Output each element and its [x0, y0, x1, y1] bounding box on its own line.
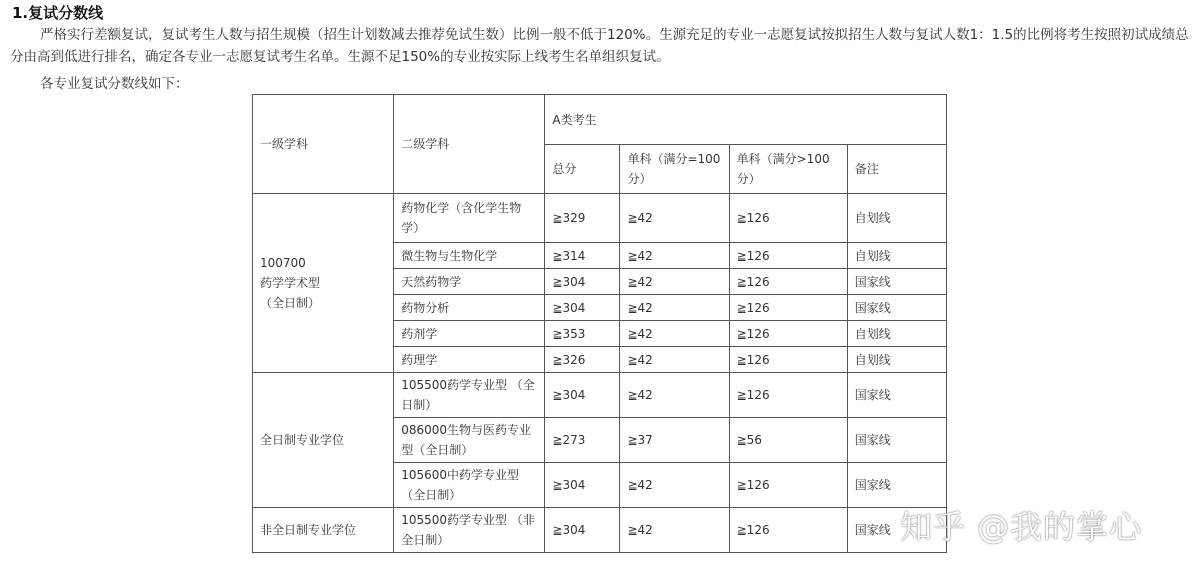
single-over100-cell: ≧126: [729, 194, 847, 243]
note-cell: 自划线: [847, 321, 946, 347]
single-100-cell: ≧42: [620, 321, 729, 347]
single-100-cell: ≧42: [620, 373, 729, 418]
total-score-cell: ≧273: [545, 418, 620, 463]
single-over100-cell: ≧56: [729, 418, 847, 463]
total-score-cell: ≧314: [545, 243, 620, 269]
total-score-cell: ≧304: [545, 269, 620, 295]
rules-paragraph-text: 严格实行差额复试，复试考生人数与招生规模（招生计划数减去推荐免试生数）比例一般不低于120%。生源充足的专业一志愿复试按拟招生人数与复试人数1：1.5的比例将考生按照初试成绩总分由高到低进行排名，确定各专业一志愿复试考生名单。生源不足150%的专业按实际上线考生名单组织复试。: [10, 27, 1189, 65]
single-100-cell: ≧42: [620, 194, 729, 243]
total-score-cell: ≧304: [545, 373, 620, 418]
level1-cell: 100700 药学学术型 （全日制）: [253, 194, 394, 373]
note-cell: 国家线: [847, 463, 946, 508]
level1-cell: 非全日制专业学位: [253, 508, 394, 553]
header-group-a: A类考生: [545, 95, 947, 145]
header-note: 备注: [847, 145, 946, 194]
header-level2: 二级学科: [394, 95, 545, 194]
single-over100-cell: ≧126: [729, 269, 847, 295]
single-over100-cell: ≧126: [729, 463, 847, 508]
note-cell: 国家线: [847, 295, 946, 321]
level2-cell: 105500药学专业型 （非全日制）: [394, 508, 545, 553]
note-cell: 自划线: [847, 194, 946, 243]
table-row: [253, 373, 947, 418]
single-over100-cell: ≧126: [729, 347, 847, 373]
note-cell: 国家线: [847, 508, 946, 553]
single-100-cell: ≧42: [620, 295, 729, 321]
level2-cell: 天然药物学: [394, 269, 545, 295]
note-cell: 国家线: [847, 418, 946, 463]
single-100-cell: ≧42: [620, 243, 729, 269]
level2-cell: 微生物与生物化学: [394, 243, 545, 269]
single-100-cell: ≧42: [620, 269, 729, 295]
header-total: 总分: [545, 145, 620, 194]
table-row: [253, 194, 947, 243]
single-over100-cell: ≧126: [729, 243, 847, 269]
single-100-cell: ≧42: [620, 508, 729, 553]
single-over100-cell: ≧126: [729, 295, 847, 321]
total-score-cell: ≧304: [545, 295, 620, 321]
single-100-cell: ≧42: [620, 347, 729, 373]
total-score-cell: ≧304: [545, 463, 620, 508]
table-intro: 各专业复试分数线如下：: [40, 76, 189, 92]
level2-cell: 药剂学: [394, 321, 545, 347]
level2-cell: 药物分析: [394, 295, 545, 321]
table-row: [253, 508, 947, 553]
total-score-cell: ≧326: [545, 347, 620, 373]
level1-cell: 全日制专业学位: [253, 373, 394, 508]
single-over100-cell: ≧126: [729, 321, 847, 347]
total-score-cell: ≧329: [545, 194, 620, 243]
level2-cell: 105500药学专业型 （全日制）: [394, 373, 545, 418]
total-score-cell: ≧304: [545, 508, 620, 553]
level2-cell: 086000生物与医药专业型（全日制）: [394, 418, 545, 463]
note-cell: 自划线: [847, 243, 946, 269]
level2-cell: 药理学: [394, 347, 545, 373]
single-100-cell: ≧42: [620, 463, 729, 508]
note-cell: 自划线: [847, 347, 946, 373]
note-cell: 国家线: [847, 269, 946, 295]
single-100-cell: ≧37: [620, 418, 729, 463]
score-table: [252, 94, 947, 553]
header-single-100: 单科（满分=100分）: [620, 145, 729, 194]
total-score-cell: ≧353: [545, 321, 620, 347]
watermark: 知乎 @我的掌心: [900, 508, 1143, 546]
single-over100-cell: ≧126: [729, 508, 847, 553]
level2-cell: 105600中药学专业型 （全日制）: [394, 463, 545, 508]
header-level1: 一级学科: [253, 95, 394, 194]
note-cell: 国家线: [847, 373, 946, 418]
level2-cell: 药物化学（含化学生物学）: [394, 194, 545, 243]
single-over100-cell: ≧126: [729, 373, 847, 418]
rules-paragraph: [10, 24, 1190, 68]
header-row-1: [253, 95, 947, 145]
section-heading: 1.复试分数线: [12, 4, 104, 22]
header-single-over100: 单科（满分>100分）: [729, 145, 847, 194]
